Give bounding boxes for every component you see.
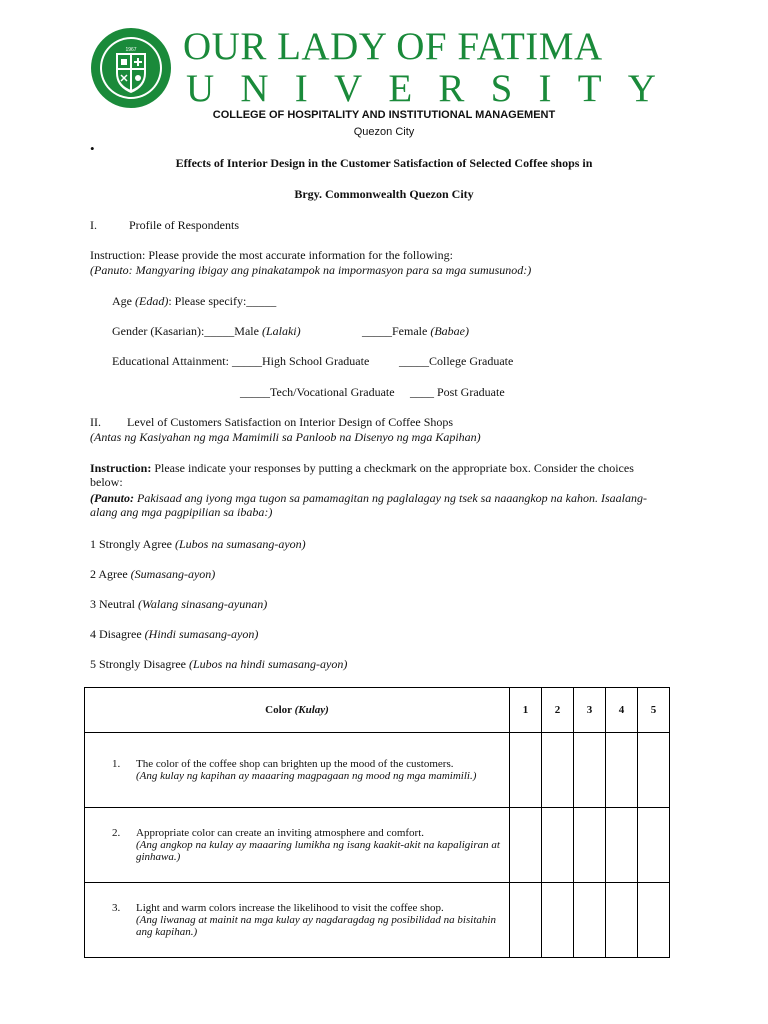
question-cell (85, 733, 510, 808)
section2-panuto-cont: alang ang mga pagpipilian sa ibaba:) (90, 505, 273, 519)
rating-checkbox-cell[interactable] (638, 733, 670, 808)
question-text: The color of the coffee shop can brighten up the mood of the customers. (136, 758, 454, 770)
section2-instruction: Instruction: Please indicate your responses by putting a checkmark on the appropriate box. Consider the choices (90, 461, 634, 475)
scale-item: 2 Agree (Sumasang-ayon) (90, 567, 216, 581)
rating-checkbox-cell[interactable] (574, 883, 606, 958)
bullet-mark: • (90, 141, 95, 156)
education-tech-option: _____Tech/Vocational Graduate (240, 385, 395, 399)
table-row (85, 808, 670, 883)
question-number: 1. (112, 758, 121, 770)
section2-heading: Level of Customers Satisfaction on Interior Design of Coffee Shops (127, 415, 454, 429)
university-name-letter: Y (627, 67, 656, 110)
question-text-tl: (Ang kulay ng kapihan ay maaaring magpagaan ng mood ng mga mamimili.) (136, 770, 477, 782)
table-header-row (85, 688, 670, 733)
table-header-label: Color (Kulay) (85, 688, 510, 733)
section2-numeral: II. (90, 415, 101, 429)
section2-instruction-cont: below: (90, 475, 123, 489)
rating-checkbox-cell[interactable] (638, 883, 670, 958)
scale-item: 4 Disagree (Hindi sumasang-ayon) (90, 627, 259, 641)
education-field: Educational Attainment: _____High School Graduate (112, 354, 370, 368)
college-city: Quezon City (353, 126, 415, 138)
rating-checkbox-cell[interactable] (574, 808, 606, 883)
section1-heading: Profile of Respondents (129, 218, 239, 232)
rating-checkbox-cell[interactable] (542, 808, 574, 883)
university-name-letter: I (538, 67, 552, 110)
scale-item: 3 Neutral (Walang sinasang-ayunan) (90, 597, 268, 611)
question-cell (85, 883, 510, 958)
university-name-letter: N (240, 67, 269, 110)
education-college-option: _____College Graduate (399, 354, 514, 368)
section1-numeral: I. (90, 218, 97, 232)
section1-instruction-tl: (Panuto: Mangyaring ibigay ang pinakatampok na impormasyon para sa mga sumusunod:) (90, 263, 532, 277)
rating-checkbox-cell[interactable] (542, 883, 574, 958)
university-seal-logo (90, 27, 172, 109)
rating-checkbox-cell[interactable] (606, 883, 638, 958)
question-text-tl: (Ang angkop na kulay ay maaaring lumikha ng isang kaakit-akit na kapaligiran at ginhawa.) (136, 839, 500, 863)
question-text: Appropriate color can create an inviting atmosphere and comfort. (136, 827, 425, 839)
column-header: 5 (638, 688, 670, 733)
column-header: 3 (574, 688, 606, 733)
age-field: Age (Edad): Please specify:_____ (112, 294, 277, 308)
rating-checkbox-cell[interactable] (510, 883, 542, 958)
section2-heading-tl: (Antas ng Kasiyahan ng mga Mamimili sa Panloob na Disenyo ng mga Kapihan) (90, 430, 481, 444)
university-name-letter: U (186, 67, 215, 110)
university-name-letter: E (388, 67, 413, 110)
column-header: 1 (510, 688, 542, 733)
rating-table (84, 687, 670, 958)
rating-checkbox-cell[interactable] (606, 733, 638, 808)
education-post-option: ____ Post Graduate (410, 385, 505, 399)
university-name-line1: OUR LADY OF FATIMA (183, 25, 603, 68)
gender-female-option: _____Female (Babae) (362, 324, 469, 338)
question-number: 2. (112, 827, 121, 839)
university-name-letter: T (577, 67, 602, 110)
section2-panuto: (Panuto: Pakisaad ang iyong mga tugon sa pamamagitan ng paglalagay ng tsek sa naaangkop na kahon. Isaalang- (90, 491, 647, 505)
survey-title-line1: Effects of Interior Design in the Customer Satisfaction of Selected Coffee shops in (175, 156, 593, 170)
scale-item: 1 Strongly Agree (Lubos na sumasang-ayon) (90, 537, 306, 551)
question-cell (85, 808, 510, 883)
college-name: COLLEGE OF HOSPITALITY AND INSTITUTIONAL MANAGEMENT (212, 109, 556, 121)
question-text: Light and warm colors increase the likelihood to visit the coffee shop. (136, 902, 444, 914)
scale-item: 5 Strongly Disagree (Lubos na hindi sumasang-ayon) (90, 657, 348, 671)
university-name-letter: R (438, 67, 465, 110)
column-header: 4 (606, 688, 638, 733)
university-name-line2 (186, 66, 656, 111)
svg-text:1967: 1967 (125, 47, 137, 53)
table-row (85, 883, 670, 958)
rating-checkbox-cell[interactable] (542, 733, 574, 808)
column-header: 2 (542, 688, 574, 733)
section1-instruction: Instruction: Please provide the most accurate information for the following: (90, 248, 453, 262)
survey-title-line2: Brgy. Commonwealth Quezon City (294, 187, 474, 201)
university-name-letter: V (333, 67, 363, 110)
rating-checkbox-cell[interactable] (606, 808, 638, 883)
rating-checkbox-cell[interactable] (510, 733, 542, 808)
university-name-letter: I (294, 67, 308, 110)
gender-field: Gender (Kasarian):_____Male (Lalaki) (112, 324, 301, 338)
question-number: 3. (112, 902, 121, 914)
rating-checkbox-cell[interactable] (638, 808, 670, 883)
table-row (85, 733, 670, 808)
rating-checkbox-cell[interactable] (574, 733, 606, 808)
question-text-tl: (Ang liwanag at mainit na mga kulay ay nagdaragdag ng posibilidad na bisitahin ang kapihan.) (136, 914, 496, 938)
university-name-letter: S (490, 67, 513, 110)
rating-checkbox-cell[interactable] (510, 808, 542, 883)
